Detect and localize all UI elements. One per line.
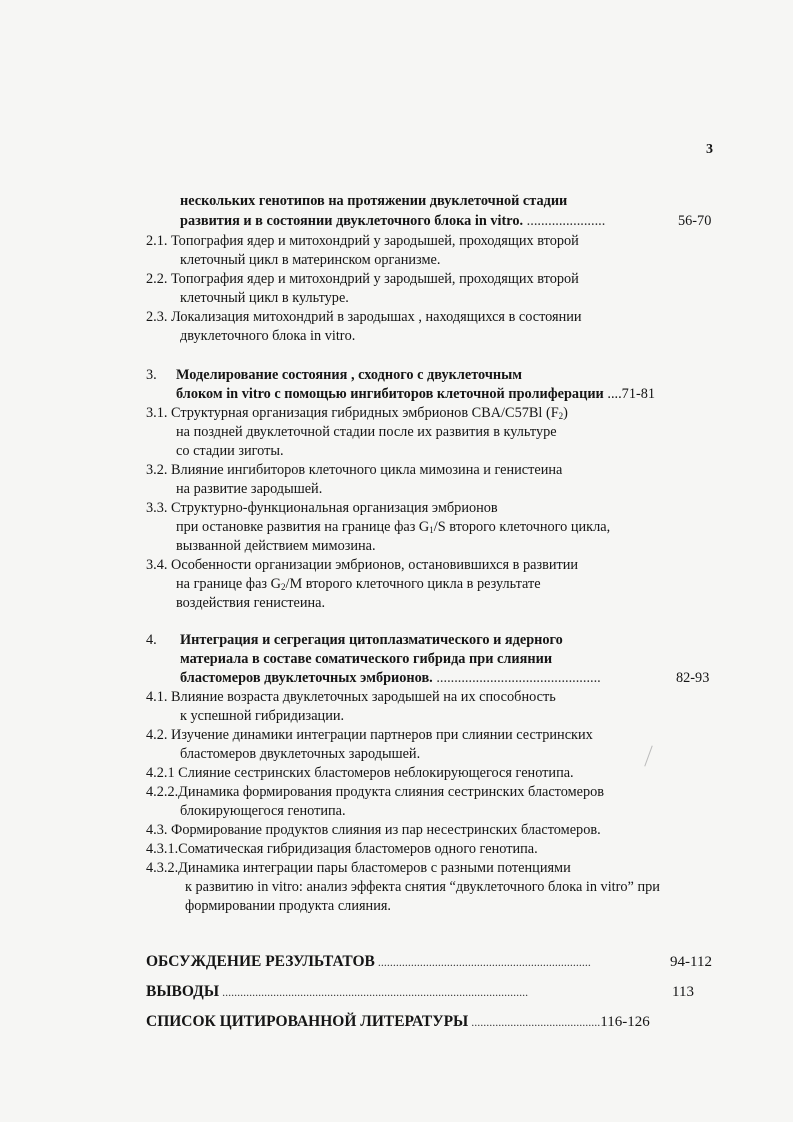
toc-line: двуклеточного блока in vitro.: [180, 328, 356, 344]
leader-dots: .......................................................................: [374, 955, 591, 969]
toc-heading: ОБСУЖДЕНИЕ РЕЗУЛЬТАТОВ: [146, 953, 375, 970]
toc-line: к успешной гибридизации.: [180, 708, 345, 724]
toc-line: 4.2.2.Динамика формирования продукта слияния сестринских бластомеров: [146, 784, 605, 800]
toc-page-ref: 82-93: [676, 670, 710, 686]
toc-line: 2.2. Топография ядер и митохондрий у зародышей, проходящих второй: [146, 271, 579, 287]
toc-line: 3.2. Влияние ингибиторов клеточного цикла мимозина и генистеина: [146, 462, 563, 478]
toc-line: материала в составе соматического гибрида при слиянии: [180, 651, 553, 667]
toc-line: [146, 982, 528, 1002]
toc-page-ref: 116-126: [600, 1014, 650, 1030]
toc-line: 2.3. Локализация митохондрий в зародышах , находящихся в состоянии: [146, 309, 582, 325]
toc-line: 4.2.1 Слияние сестринских бластомеров неблокирующегося генотипа.: [146, 765, 574, 781]
toc-page-ref: 113: [672, 984, 694, 1000]
leader-dots: ......................................................................................................: [219, 985, 529, 999]
page-number: 3: [706, 142, 713, 157]
subscript: 1: [429, 525, 434, 535]
section-number: 4.: [146, 632, 157, 648]
toc-text: /S второго клеточного цикла,: [433, 519, 611, 535]
toc-text: при остановке развития на границе фаз G: [176, 519, 430, 535]
toc-page-ref: 56-70: [678, 213, 712, 229]
toc-text: бластомеров двуклеточных эмбрионов.: [180, 670, 433, 686]
toc-text: развития и в состоянии двуклеточного блока in vitro.: [180, 213, 524, 229]
toc-text: блоком in vitro с помощью ингибиторов клеточной пролиферации: [176, 386, 604, 402]
toc-line: блокирующегося генотипа.: [180, 803, 346, 819]
subscript: 2: [280, 582, 286, 592]
toc-line: 4.3.1.Соматическая гибридизация бластомеров одного генотипа.: [146, 841, 538, 857]
toc-page-ref: ....71-81: [603, 386, 656, 402]
toc-heading: ВЫВОДЫ: [146, 983, 220, 1000]
toc-line: 3.3. Структурно-функциональная организация эмбрионов: [146, 500, 498, 516]
toc-line: 4.3.2.Динамика интеграции пары бластомеров с разными потенциями: [146, 860, 571, 876]
toc-line: вызванной действием мимозина.: [176, 538, 376, 554]
toc-line: [146, 952, 591, 972]
toc-line: 4.3. Формирование продуктов слияния из пар несестринских бластомеров.: [146, 822, 601, 838]
toc-line: 3.4. Особенности организации эмбрионов, остановившихся в развитии: [146, 557, 579, 573]
toc-line: [180, 212, 605, 230]
toc-line: воздействия генистеина.: [176, 595, 326, 611]
toc-line: 4.2. Изучение динамики интеграции партнеров при слиянии сестринских: [146, 727, 593, 743]
toc-text: ): [563, 405, 568, 421]
toc-line: клеточный цикл в культуре.: [180, 290, 349, 306]
leader-dots: ...........................................: [468, 1015, 601, 1029]
section-title: Моделирование состояния , сходного с двуклеточным: [176, 367, 523, 383]
toc-line: формировании продукта слияния.: [185, 898, 391, 914]
toc-line: [146, 404, 568, 425]
toc-line: нескольких генотипов на протяжении двуклеточной стадии: [180, 193, 568, 209]
toc-text: на границе фаз G: [176, 576, 281, 592]
toc-line: клеточный цикл в материнском организме.: [180, 252, 441, 268]
toc-page-ref: 94-112: [670, 954, 712, 970]
section-number: 3.: [146, 367, 157, 383]
toc-line: 2.1. Топография ядер и митохондрий у зародышей, проходящих второй: [146, 233, 579, 249]
toc-text: /M второго клеточного цикла в результате: [285, 576, 541, 592]
toc-text: 3.1. Структурная организация гибридных эмбрионов CBA/C57Bl (F: [146, 405, 559, 421]
subscript: 2: [558, 411, 564, 421]
leader-dots: ..............................................: [432, 670, 601, 686]
toc-heading: СПИСОК ЦИТИРОВАННОЙ ЛИТЕРАТУРЫ: [146, 1013, 469, 1030]
toc-line: к развитию in vitro: анализ эффекта снятия “двуклеточного блока in vitro” при: [185, 879, 660, 895]
toc-line: на поздней двуклеточной стадии после их развития в культуре: [176, 424, 557, 440]
toc-line: на развитие зародышей.: [176, 481, 323, 497]
leader-dots: ......................: [523, 213, 606, 229]
toc-line: [146, 1012, 650, 1032]
toc-line: [176, 575, 541, 596]
toc-line: [176, 518, 610, 539]
toc-line: со стадии зиготы.: [176, 443, 284, 459]
toc-line: бластомеров двуклеточных зародышей.: [180, 746, 421, 762]
toc-line: 4.1. Влияние возраста двуклеточных зародышей на их способность: [146, 689, 556, 705]
toc-line: [176, 385, 655, 403]
pen-mark: [644, 745, 652, 766]
section-title: Интеграция и сегрегация цитоплазматического и ядерного: [180, 632, 563, 648]
toc-line: [180, 669, 601, 687]
